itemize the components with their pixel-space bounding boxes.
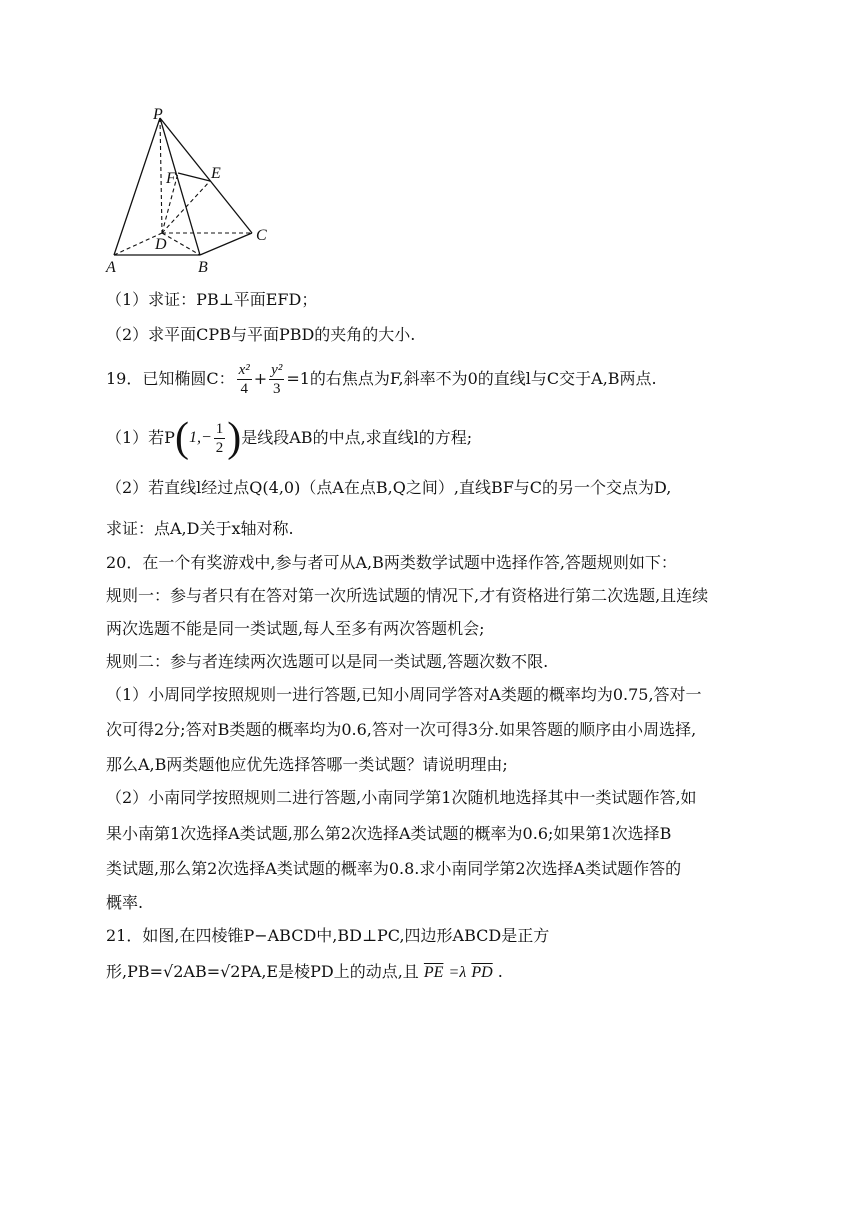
q20-line4: 规则二：参与者连续两次选题可以是同一类试题,答题次数不限. bbox=[106, 652, 549, 671]
fraction-one-half bbox=[214, 420, 226, 457]
q19-part2-line1: （2）若直线l经过点Q(4,0)（点A在点B,Q之间）,直线BF与C的另一个交点为D, bbox=[106, 478, 672, 497]
label-p: P bbox=[153, 106, 163, 123]
label-b: B bbox=[198, 259, 208, 276]
point-coords: 1,− bbox=[188, 429, 212, 446]
q19-part1-a: （1）若P bbox=[106, 428, 175, 447]
q20-line6: 次可得2分;答对B类题的概率均为0.6,答对一次可得3分.如果答题的顺序由小周选择, bbox=[106, 720, 697, 739]
q21-line1: 21．如图,在四棱锥P−ABCD中,BD⊥PC,四边形ABCD是正方 bbox=[106, 926, 550, 945]
q21-line2-a: 形,PB=√2AB=√2PA,E是棱PD上的动点,且 bbox=[106, 962, 419, 981]
q19-intro-a: 19．已知椭圆C： bbox=[106, 369, 235, 388]
q18-part1: （1）求证：PB⊥平面EFD； bbox=[106, 290, 318, 309]
q20-line5: （1）小周同学按照规则一进行答题,已知小周同学答对A类题的概率均为0.75,答对一 bbox=[106, 685, 702, 704]
edge-bc bbox=[200, 233, 252, 255]
q21-line2-end: . bbox=[497, 962, 503, 981]
fraction-numerator: 1 bbox=[215, 420, 224, 437]
fraction-denominator: 3 bbox=[273, 380, 281, 397]
q19-part1 bbox=[106, 415, 472, 461]
label-a: A bbox=[106, 259, 116, 276]
segment-de bbox=[162, 181, 210, 233]
q20-line9: 果小南第1次选择A类试题,那么第2次选择A类试题的概率为0.6;如果第1次选择B bbox=[106, 824, 672, 843]
fraction-denominator: 2 bbox=[215, 439, 224, 456]
q21-line2 bbox=[106, 964, 503, 981]
label-d: D bbox=[155, 236, 167, 253]
equals-one: =1 bbox=[286, 369, 310, 388]
equals-lambda: =λ bbox=[448, 964, 467, 981]
fraction-x2-over-4 bbox=[237, 361, 252, 398]
label-f: F bbox=[166, 170, 176, 187]
q20-line11: 概率. bbox=[106, 893, 144, 912]
vector-pe: $\overline{PE}$ bbox=[423, 964, 444, 981]
vector-pd: $\overline{PD}$ bbox=[471, 964, 493, 981]
q20-line7: 那么A,B两类题他应优先选择答哪一类试题？请说明理由; bbox=[106, 755, 508, 774]
q19-part1-b: 是线段AB的中点,求直线l的方程; bbox=[241, 428, 473, 447]
edge-pa bbox=[114, 118, 160, 255]
q20-line2: 规则一：参与者只有在答对第一次所选试题的情况下,才有资格进行第二次选题,且连续 bbox=[106, 586, 709, 605]
right-paren: ) bbox=[227, 415, 242, 461]
q20-line8: （2）小南同学按照规则二进行答题,小南同学第1次随机地选择其中一类试题作答,如 bbox=[106, 788, 697, 807]
pyramid-figure bbox=[100, 105, 290, 280]
q18-part2: （2）求平面CPB与平面PBD的夹角的大小. bbox=[106, 325, 416, 344]
plus-sign: + bbox=[253, 369, 268, 388]
q20-line3: 两次选题不能是同一类试题,每人至多有两次答题机会; bbox=[106, 619, 485, 638]
fraction-numerator: y² bbox=[271, 361, 283, 378]
label-e: E bbox=[211, 165, 221, 182]
label-c: C bbox=[256, 227, 267, 244]
q20-line10: 类试题,那么第2次选择A类试题的概率为0.8.求小南同学第2次选择A类试题作答的 bbox=[106, 859, 682, 878]
left-paren: ( bbox=[174, 415, 189, 461]
q19-part2-line2: 求证：点A,D关于x轴对称. bbox=[106, 519, 294, 538]
q20-line1: 20．在一个有奖游戏中,参与者可从A,B两类数学试题中选择作答,答题规则如下： bbox=[106, 553, 677, 572]
q19-intro bbox=[106, 359, 657, 399]
fraction-numerator: x² bbox=[238, 361, 250, 378]
q19-intro-b: 的右焦点为F,斜率不为0的直线l与C交于A,B两点. bbox=[309, 369, 657, 388]
edge-pd bbox=[160, 118, 162, 233]
fraction-y2-over-3 bbox=[269, 361, 284, 398]
fraction-denominator: 4 bbox=[240, 380, 248, 397]
